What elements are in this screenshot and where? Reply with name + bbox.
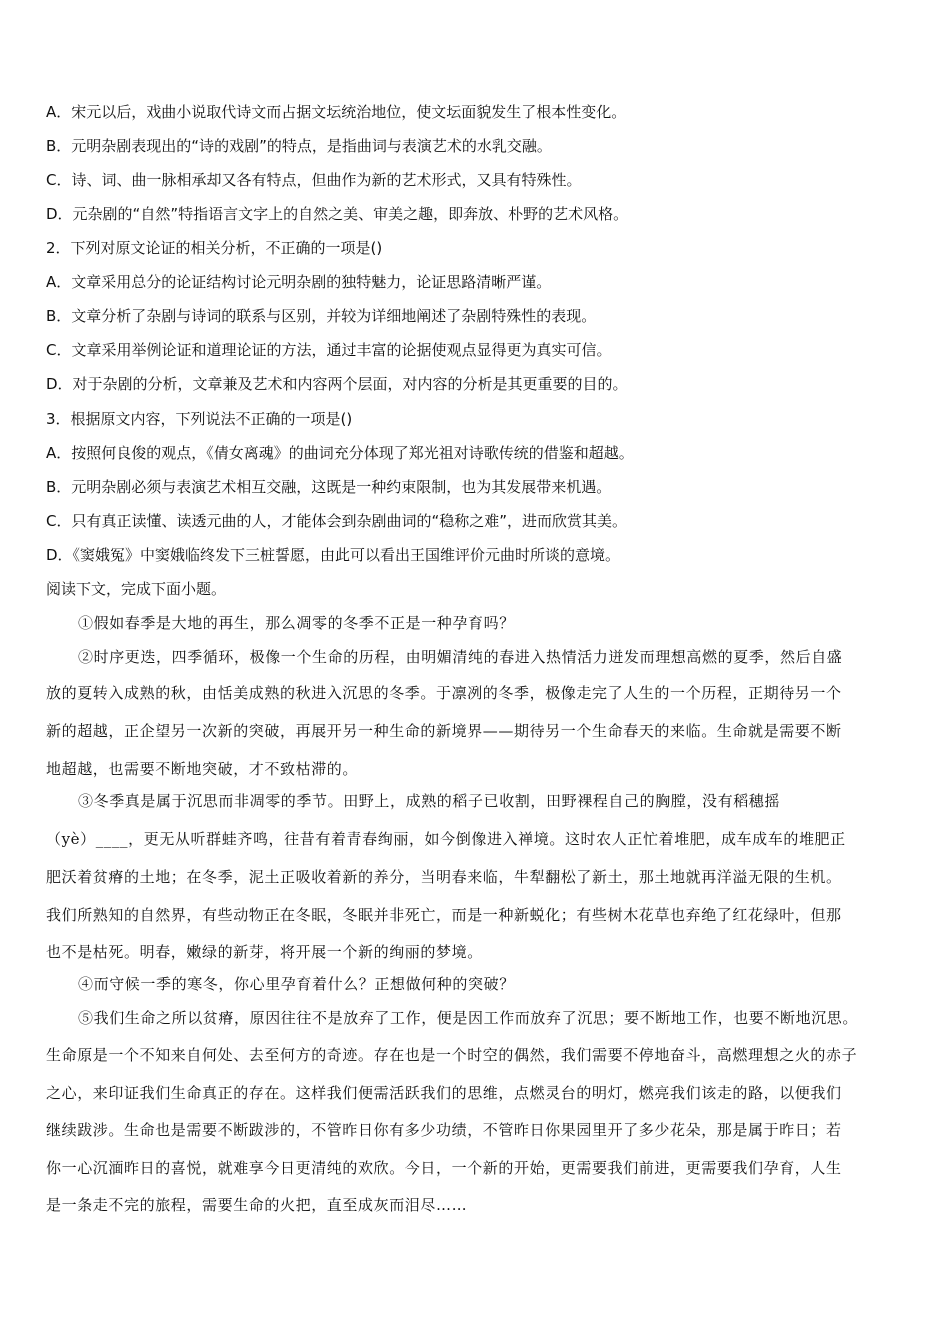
passage-line: ①假如春季是大地的再生，那么凋零的冬季不正是一种孕育吗？ — [78, 614, 515, 632]
q1-option-b: B．元明杂剧表现出的“诗的戏剧”的特点，是指曲词与表演艺术的水乳交融。 — [46, 137, 552, 155]
passage-line: ⑤我们生命之所以贫瘠，原因往往不是放弃了工作，便是因工作而放弃了沉思；要不断地工作，也要不断地沉思。 — [78, 1009, 859, 1027]
q1-option-c: C．诗、词、曲一脉相承却又各有特点，但曲作为新的艺术形式，又具有特殊性。 — [46, 171, 582, 189]
q3-option-c: C．只有真正读懂、读透元曲的人，才能体会到杂剧曲词的“稳称之难”，进而欣赏其美。 — [46, 512, 628, 530]
passage-line: ③冬季真是属于沉思而非凋零的季节。田野上，成熟的稻子已收割，田野裸程自己的胸膛，没有稻穗摇 — [78, 792, 781, 810]
passage-line: 新的超越，正企望另一次新的突破，再展开另一种生命的新境界——期待另一个生命春天的来临。生命就是需要不断 — [46, 722, 842, 740]
passage-line: 也不是枯死。明春，嫩绿的新芽，将开展一个新的绚丽的梦境。 — [46, 943, 483, 961]
q2-option-b: B．文章分析了杂剧与诗词的联系与区别，并较为详细地阐述了杂剧特殊性的表现。 — [46, 307, 597, 325]
q2-option-d: D．对于杂剧的分析，文章兼及艺术和内容两个层面，对内容的分析是其更重要的目的。 — [46, 375, 628, 393]
passage-line: 之心，来印证我们生命真正的存在。这样我们便需活跃我们的思维，点燃灵台的明灯，燃亮我们该走的路，以便我们 — [46, 1084, 842, 1102]
passage-line: 肥沃着贫瘠的土地；在冬季，泥土正吸收着新的养分，当明春来临，牛犁翻松了新土，那土地就再洋溢无限的生机。 — [46, 868, 842, 886]
passage-line: 地超越，也需要不断地突破，才不致枯滞的。 — [46, 760, 359, 778]
q3-option-d: D．《窦娥冤》中窦娥临终发下三桩誓愿，由此可以看出王国维评价元曲时所谈的意境。 — [46, 546, 621, 564]
passage-line: 放的夏转入成熟的秋，由恬美成熟的秋进入沉思的冬季。于凛冽的冬季，极像走完了人生的一个历程，正期待另一个 — [46, 684, 842, 702]
q2-option-a: A．文章采用总分的论证结构讨论元明杂剧的独特魅力，论证思路清晰严谨。 — [46, 273, 552, 291]
q1-option-d: D．元杂剧的“自然”特指语言文字上的自然之美、审美之趣，即奔放、朴野的艺术风格。 — [46, 205, 629, 223]
passage-line: ④而守候一季的寒冬，你心里孕育着什么？正想做何种的突破？ — [78, 975, 515, 993]
passage-line: 是一条走不完的旅程，需要生命的火把，直至成灰而泪尽…… — [46, 1196, 468, 1214]
q2-stem: 2．下列对原文论证的相关分析，不正确的一项是() — [46, 239, 383, 257]
q1-option-a: A．宋元以后，戏曲小说取代诗文而占据文坛统治地位，使文坛面貌发生了根本性变化。 — [46, 103, 627, 121]
passage-line: 生命原是一个不知来自何处、去至何方的奇迹。存在也是一个时空的偶然，我们需要不停地奋斗，高燃理想之火的赤子 — [46, 1046, 858, 1064]
passage-line: 我们所熟知的自然界，有些动物正在冬眠，冬眠并非死亡，而是一种新蜕化；有些树木花草也弃绝了红花绿叶，但那 — [46, 906, 842, 924]
q3-stem: 3．根据原文内容，下列说法不正确的一项是() — [46, 410, 353, 428]
reading-intro: 阅读下文，完成下面小题。 — [46, 580, 227, 598]
passage-line: 继续跋涉。生命也是需要不断跋涉的，不管昨日你有多少功绩，不管昨日你果园里开了多少花朵，那是属于昨日；若 — [46, 1121, 842, 1139]
q2-option-c: C．文章采用举例论证和道理论证的方法，通过丰富的论据使观点显得更为真实可信。 — [46, 341, 612, 359]
passage-line: （yè）____，更无从听群蛙齐鸣，往昔有着青春绚丽，如今倒像进入禅境。这时农人正忙着堆肥，成车成车的堆肥正 — [46, 830, 846, 848]
q3-option-b: B．元明杂剧必须与表演艺术相互交融，这既是一种约束限制，也为其发展带来机遇。 — [46, 478, 612, 496]
q3-option-a: A．按照何良俊的观点，《倩女离魂》的曲词充分体现了郑光祖对诗歌传统的借鉴和超越。 — [46, 444, 634, 462]
passage-line: 你一心沉湎昨日的喜悦，就难享今日更清纯的欢欣。今日，一个新的开始，更需要我们前进，更需要我们孕育，人生 — [46, 1159, 842, 1177]
passage-line: ②时序更迭，四季循环，极像一个生命的历程，由明媚清纯的春进入热情活力迸发而理想高燃的夏季，然后自盛 — [78, 648, 843, 666]
